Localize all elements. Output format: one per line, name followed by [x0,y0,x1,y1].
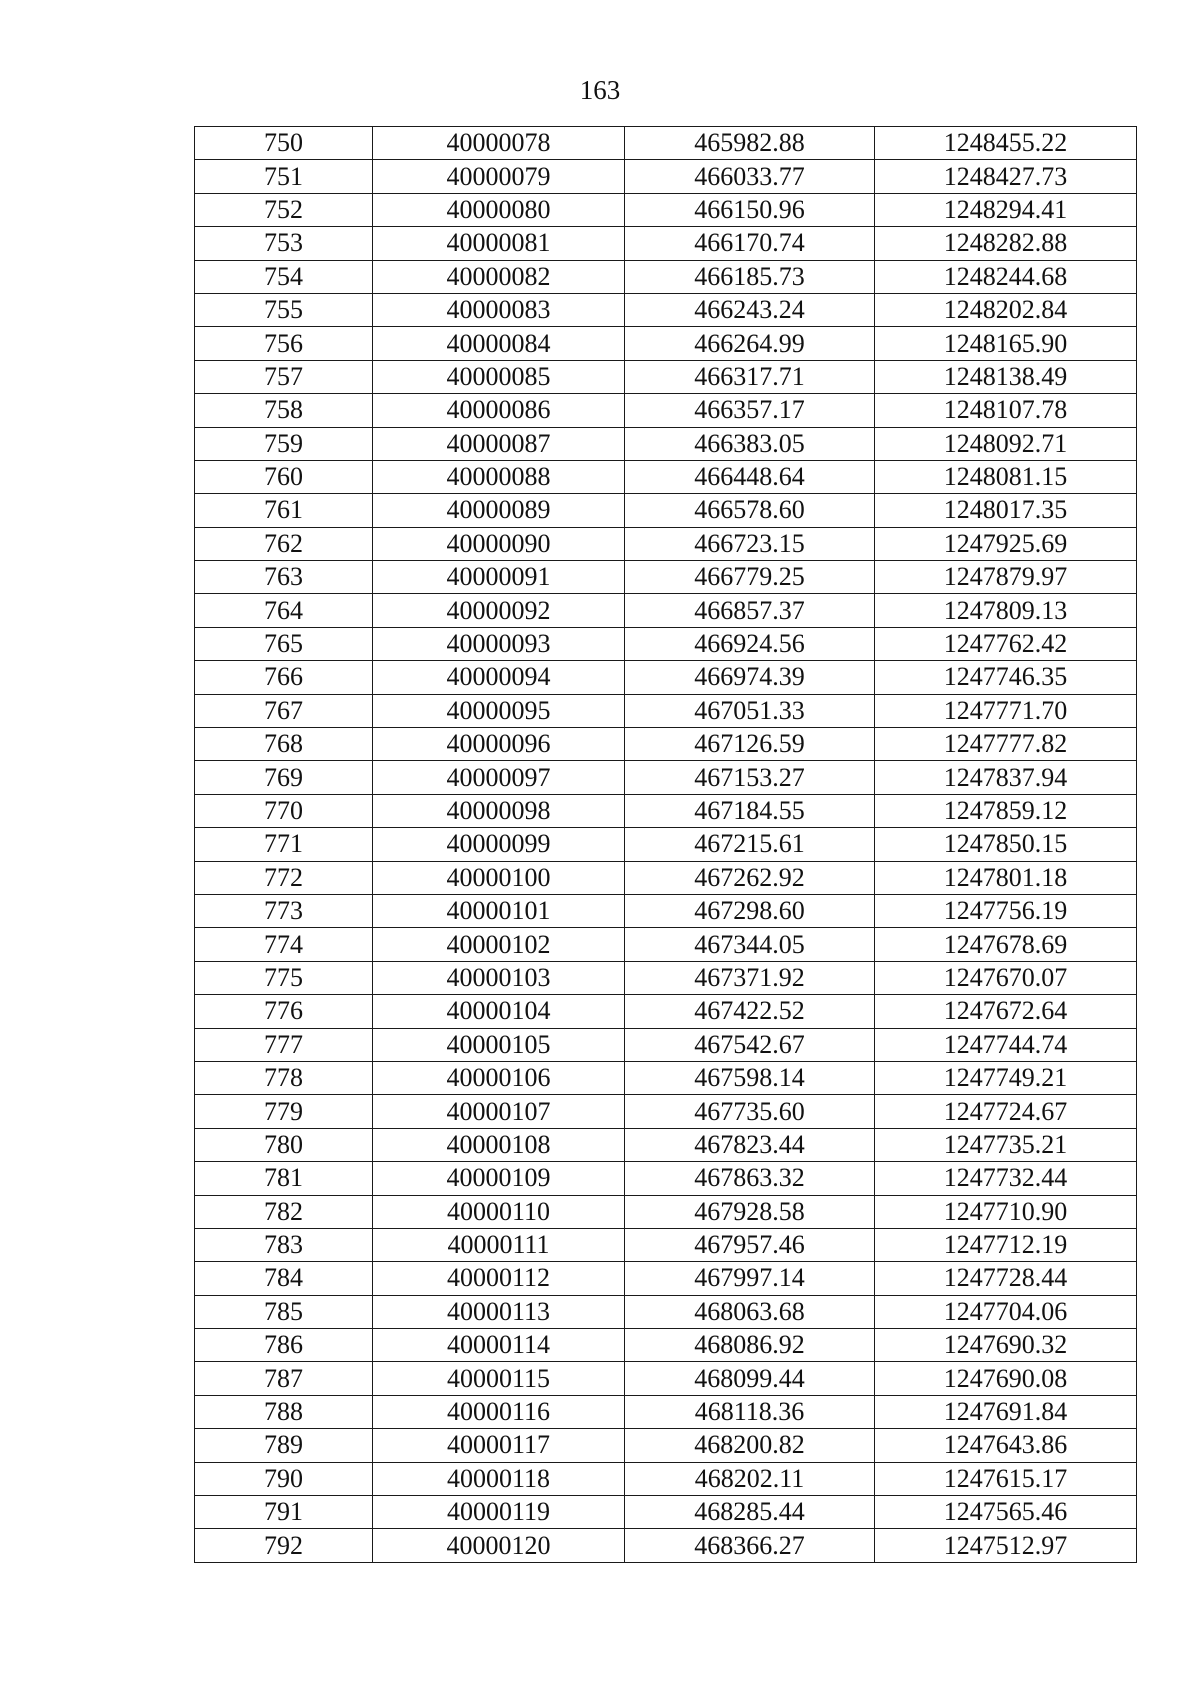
y-coordinate-cell: 1247643.86 [875,1429,1137,1462]
point-number-cell: 789 [195,1429,373,1462]
table-row [195,728,1137,761]
point-number-cell: 756 [195,327,373,360]
point-id-cell: 40000097 [373,761,625,794]
y-coordinate-cell: 1247710.90 [875,1195,1137,1228]
point-id-cell: 40000111 [373,1228,625,1261]
point-number-cell: 788 [195,1395,373,1428]
y-coordinate-cell: 1247728.44 [875,1262,1137,1295]
x-coordinate-cell: 466448.64 [625,460,875,493]
x-coordinate-cell: 466779.25 [625,561,875,594]
point-id-cell: 40000118 [373,1462,625,1495]
x-coordinate-cell: 466170.74 [625,227,875,260]
point-number-cell: 766 [195,661,373,694]
table-row [195,627,1137,660]
y-coordinate-cell: 1247801.18 [875,861,1137,894]
y-coordinate-cell: 1247678.69 [875,928,1137,961]
x-coordinate-cell: 466357.17 [625,394,875,427]
x-coordinate-cell: 468285.44 [625,1496,875,1529]
x-coordinate-cell: 466578.60 [625,494,875,527]
table-row [195,861,1137,894]
table-row [195,1162,1137,1195]
point-number-cell: 763 [195,561,373,594]
table-row [195,961,1137,994]
point-id-cell: 40000105 [373,1028,625,1061]
point-number-cell: 750 [195,127,373,160]
table-row [195,127,1137,160]
table-row [195,1329,1137,1362]
point-id-cell: 40000088 [373,460,625,493]
point-number-cell: 787 [195,1362,373,1395]
y-coordinate-cell: 1247850.15 [875,828,1137,861]
point-id-cell: 40000078 [373,127,625,160]
y-coordinate-cell: 1247691.84 [875,1395,1137,1428]
point-number-cell: 773 [195,894,373,927]
point-id-cell: 40000104 [373,995,625,1028]
x-coordinate-cell: 466150.96 [625,193,875,226]
x-coordinate-cell: 466264.99 [625,327,875,360]
y-coordinate-cell: 1247690.08 [875,1362,1137,1395]
y-coordinate-cell: 1248455.22 [875,127,1137,160]
y-coordinate-cell: 1247837.94 [875,761,1137,794]
x-coordinate-cell: 467051.33 [625,694,875,727]
x-coordinate-cell: 467928.58 [625,1195,875,1228]
table-row [195,1228,1137,1261]
point-number-cell: 784 [195,1262,373,1295]
table-row [195,594,1137,627]
point-number-cell: 758 [195,394,373,427]
table-row [195,1529,1137,1562]
table-row [195,1262,1137,1295]
table-row [195,160,1137,193]
x-coordinate-cell: 468086.92 [625,1329,875,1362]
y-coordinate-cell: 1247615.17 [875,1462,1137,1495]
y-coordinate-cell: 1247749.21 [875,1061,1137,1094]
point-id-cell: 40000100 [373,861,625,894]
point-number-cell: 779 [195,1095,373,1128]
point-number-cell: 772 [195,861,373,894]
y-coordinate-cell: 1247735.21 [875,1128,1137,1161]
x-coordinate-cell: 466383.05 [625,427,875,460]
table-row [195,460,1137,493]
point-id-cell: 40000081 [373,227,625,260]
coordinates-table [194,126,1137,1563]
point-number-cell: 774 [195,928,373,961]
point-id-cell: 40000109 [373,1162,625,1195]
point-number-cell: 790 [195,1462,373,1495]
y-coordinate-cell: 1248107.78 [875,394,1137,427]
point-number-cell: 751 [195,160,373,193]
point-number-cell: 783 [195,1228,373,1261]
point-number-cell: 768 [195,728,373,761]
table-row [195,193,1137,226]
table-row [195,394,1137,427]
x-coordinate-cell: 468366.27 [625,1529,875,1562]
point-number-cell: 762 [195,527,373,560]
y-coordinate-cell: 1248427.73 [875,160,1137,193]
point-number-cell: 777 [195,1028,373,1061]
point-number-cell: 782 [195,1195,373,1228]
point-number-cell: 785 [195,1295,373,1328]
point-id-cell: 40000112 [373,1262,625,1295]
y-coordinate-cell: 1247724.67 [875,1095,1137,1128]
table-row [195,794,1137,827]
table-row [195,260,1137,293]
y-coordinate-cell: 1247512.97 [875,1529,1137,1562]
x-coordinate-cell: 466974.39 [625,661,875,694]
table-row [195,694,1137,727]
y-coordinate-cell: 1247879.97 [875,561,1137,594]
x-coordinate-cell: 466185.73 [625,260,875,293]
point-id-cell: 40000083 [373,293,625,326]
y-coordinate-cell: 1248092.71 [875,427,1137,460]
x-coordinate-cell: 467735.60 [625,1095,875,1128]
point-id-cell: 40000085 [373,360,625,393]
x-coordinate-cell: 468063.68 [625,1295,875,1328]
point-id-cell: 40000114 [373,1329,625,1362]
point-id-cell: 40000094 [373,661,625,694]
table-row [195,1429,1137,1462]
x-coordinate-cell: 466317.71 [625,360,875,393]
y-coordinate-cell: 1247777.82 [875,728,1137,761]
x-coordinate-cell: 467344.05 [625,928,875,961]
point-id-cell: 40000103 [373,961,625,994]
x-coordinate-cell: 467422.52 [625,995,875,1028]
x-coordinate-cell: 467542.67 [625,1028,875,1061]
y-coordinate-cell: 1247744.74 [875,1028,1137,1061]
table-row [195,761,1137,794]
y-coordinate-cell: 1247762.42 [875,627,1137,660]
y-coordinate-cell: 1248138.49 [875,360,1137,393]
point-id-cell: 40000098 [373,794,625,827]
point-number-cell: 755 [195,293,373,326]
y-coordinate-cell: 1247704.06 [875,1295,1137,1328]
point-id-cell: 40000116 [373,1395,625,1428]
x-coordinate-cell: 467957.46 [625,1228,875,1261]
point-number-cell: 760 [195,460,373,493]
y-coordinate-cell: 1247859.12 [875,794,1137,827]
x-coordinate-cell: 467863.32 [625,1162,875,1195]
point-id-cell: 40000108 [373,1128,625,1161]
point-id-cell: 40000092 [373,594,625,627]
point-number-cell: 786 [195,1329,373,1362]
x-coordinate-cell: 468202.11 [625,1462,875,1495]
y-coordinate-cell: 1248244.68 [875,260,1137,293]
point-number-cell: 753 [195,227,373,260]
x-coordinate-cell: 466723.15 [625,527,875,560]
y-coordinate-cell: 1248081.15 [875,460,1137,493]
y-coordinate-cell: 1247670.07 [875,961,1137,994]
x-coordinate-cell: 467823.44 [625,1128,875,1161]
x-coordinate-cell: 468099.44 [625,1362,875,1395]
x-coordinate-cell: 467126.59 [625,728,875,761]
point-number-cell: 778 [195,1061,373,1094]
point-id-cell: 40000087 [373,427,625,460]
point-number-cell: 765 [195,627,373,660]
y-coordinate-cell: 1247672.64 [875,995,1137,1028]
x-coordinate-cell: 466243.24 [625,293,875,326]
table-row [195,1462,1137,1495]
y-coordinate-cell: 1247690.32 [875,1329,1137,1362]
table-row [195,227,1137,260]
x-coordinate-cell: 466924.56 [625,627,875,660]
y-coordinate-cell: 1247809.13 [875,594,1137,627]
point-number-cell: 757 [195,360,373,393]
x-coordinate-cell: 467153.27 [625,761,875,794]
x-coordinate-cell: 468200.82 [625,1429,875,1462]
x-coordinate-cell: 467598.14 [625,1061,875,1094]
x-coordinate-cell: 466857.37 [625,594,875,627]
point-id-cell: 40000102 [373,928,625,961]
x-coordinate-cell: 468118.36 [625,1395,875,1428]
point-number-cell: 776 [195,995,373,1028]
table-row [195,327,1137,360]
point-id-cell: 40000099 [373,828,625,861]
point-number-cell: 791 [195,1496,373,1529]
point-number-cell: 770 [195,794,373,827]
point-id-cell: 40000084 [373,327,625,360]
y-coordinate-cell: 1247925.69 [875,527,1137,560]
table-row [195,1195,1137,1228]
y-coordinate-cell: 1247565.46 [875,1496,1137,1529]
point-number-cell: 752 [195,193,373,226]
point-id-cell: 40000089 [373,494,625,527]
table-row [195,661,1137,694]
y-coordinate-cell: 1248294.41 [875,193,1137,226]
table-row [195,928,1137,961]
point-number-cell: 781 [195,1162,373,1195]
table-row [195,995,1137,1028]
x-coordinate-cell: 466033.77 [625,160,875,193]
point-id-cell: 40000119 [373,1496,625,1529]
point-number-cell: 780 [195,1128,373,1161]
x-coordinate-cell: 467262.92 [625,861,875,894]
x-coordinate-cell: 467184.55 [625,794,875,827]
x-coordinate-cell: 467215.61 [625,828,875,861]
page-number: 163 [579,75,621,105]
point-number-cell: 771 [195,828,373,861]
point-id-cell: 40000090 [373,527,625,560]
table-row [195,828,1137,861]
table-row [195,1128,1137,1161]
point-id-cell: 40000095 [373,694,625,727]
point-id-cell: 40000101 [373,894,625,927]
table-row [195,427,1137,460]
point-id-cell: 40000079 [373,160,625,193]
table-row [195,1095,1137,1128]
y-coordinate-cell: 1248202.84 [875,293,1137,326]
point-number-cell: 764 [195,594,373,627]
table-row [195,561,1137,594]
y-coordinate-cell: 1247746.35 [875,661,1137,694]
point-id-cell: 40000117 [373,1429,625,1462]
table-row [195,1295,1137,1328]
point-number-cell: 775 [195,961,373,994]
y-coordinate-cell: 1247732.44 [875,1162,1137,1195]
point-number-cell: 759 [195,427,373,460]
table-row [195,1362,1137,1395]
table-row [195,1496,1137,1529]
point-id-cell: 40000091 [373,561,625,594]
y-coordinate-cell: 1248017.35 [875,494,1137,527]
coordinates-table-body [195,127,1137,1563]
point-number-cell: 767 [195,694,373,727]
table-row [195,1061,1137,1094]
table-row [195,360,1137,393]
table-row [195,1395,1137,1428]
point-id-cell: 40000086 [373,394,625,427]
x-coordinate-cell: 467371.92 [625,961,875,994]
point-id-cell: 40000115 [373,1362,625,1395]
y-coordinate-cell: 1248165.90 [875,327,1137,360]
table-row [195,293,1137,326]
point-id-cell: 40000106 [373,1061,625,1094]
point-id-cell: 40000107 [373,1095,625,1128]
point-number-cell: 769 [195,761,373,794]
point-id-cell: 40000120 [373,1529,625,1562]
y-coordinate-cell: 1247756.19 [875,894,1137,927]
point-number-cell: 761 [195,494,373,527]
point-id-cell: 40000110 [373,1195,625,1228]
point-number-cell: 792 [195,1529,373,1562]
point-number-cell: 754 [195,260,373,293]
table-row [195,494,1137,527]
y-coordinate-cell: 1247712.19 [875,1228,1137,1261]
table-row [195,894,1137,927]
point-id-cell: 40000082 [373,260,625,293]
x-coordinate-cell: 467298.60 [625,894,875,927]
table-row [195,527,1137,560]
point-id-cell: 40000080 [373,193,625,226]
table-row [195,1028,1137,1061]
x-coordinate-cell: 467997.14 [625,1262,875,1295]
point-id-cell: 40000113 [373,1295,625,1328]
point-id-cell: 40000093 [373,627,625,660]
x-coordinate-cell: 465982.88 [625,127,875,160]
y-coordinate-cell: 1248282.88 [875,227,1137,260]
y-coordinate-cell: 1247771.70 [875,694,1137,727]
point-id-cell: 40000096 [373,728,625,761]
